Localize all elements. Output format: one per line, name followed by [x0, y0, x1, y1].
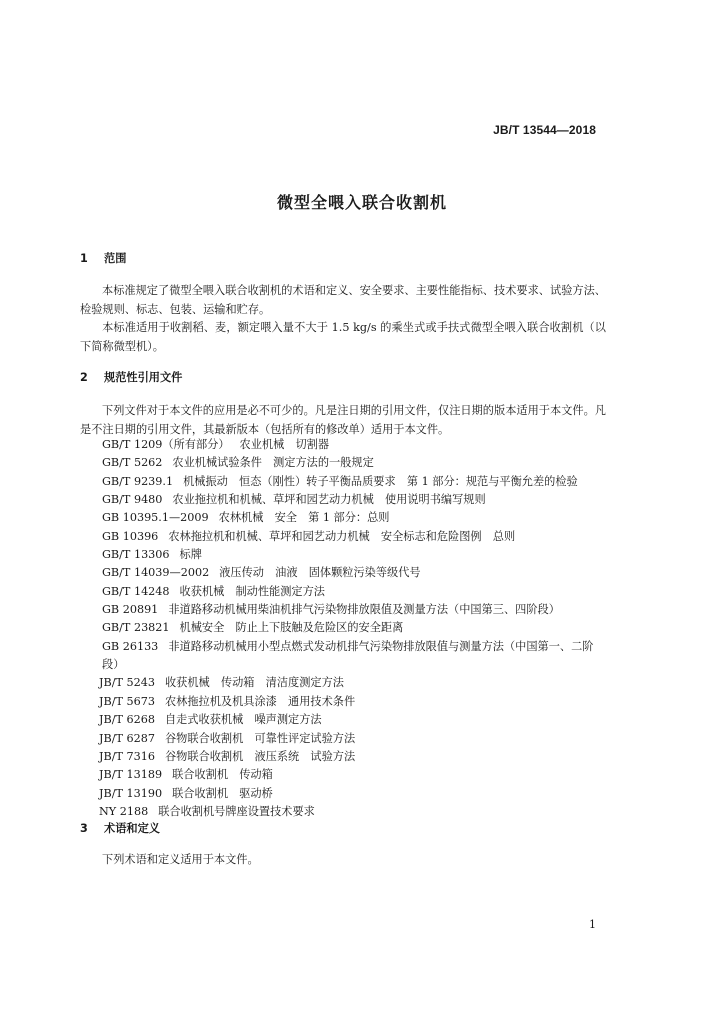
page-number: 1	[589, 918, 596, 931]
terms-intro-paragraph: 下列术语和定义适用于本文件。	[102, 853, 259, 866]
reference-item: JB/T 13189 联合收割机 传动箱	[99, 768, 273, 782]
reference-item: GB/T 14039—2002 液压传动 油液 固体颗粒污染等级代号	[102, 566, 421, 580]
reference-item: GB 10395.1—2009 农林机械 安全 第 1 部分：总则	[102, 511, 390, 525]
reference-list	[80, 436, 610, 821]
standard-code: JB/T 13544—2018	[493, 123, 596, 137]
reference-item: GB/T 14248 收获机械 制动性能测定方法	[102, 584, 325, 598]
reference-item: GB/T 9239.1 机械振动 恒态（刚性）转子平衡品质要求 第 1 部分：规范与平衡允差的检验	[102, 474, 578, 488]
reference-item: JB/T 7316 谷物联合收割机 液压系统 试验方法	[99, 749, 356, 763]
reference-item: GB/T 1209（所有部分） 农业机械 切割器	[102, 438, 330, 451]
section-number: 2	[80, 371, 88, 384]
reference-item: GB/T 13306 标牌	[102, 548, 202, 562]
reference-item: GB/T 5262 农业机械试验条件 测定方法的一般规定	[102, 456, 374, 470]
reference-item: JB/T 13190 联合收割机 驱动桥	[99, 786, 273, 800]
reference-item: JB/T 6268 自走式收获机械 噪声测定方法	[99, 713, 322, 727]
reference-item: GB/T 9480 农业拖拉机和机械、草坪和园艺动力机械 使用说明书编写规则	[102, 493, 486, 507]
reference-item: GB 26133 非道路移动机械用小型点燃式发动机排气污染物排放限值与测量方法（中国第一、二阶段）	[102, 639, 594, 672]
section-heading-scope	[80, 250, 126, 266]
reference-item: GB/T 23821 机械安全 防止上下肢触及危险区的安全距离	[102, 621, 404, 635]
section-heading-terms-definitions	[80, 820, 160, 836]
reference-item: JB/T 5243 收获机械 传动箱 清洁度测定方法	[99, 676, 344, 690]
section-number: 1	[80, 252, 88, 265]
reference-item: JB/T 6287 谷物联合收割机 可靠性评定试验方法	[99, 731, 356, 745]
normative-intro-paragraph: 下列文件对于本文件的应用是必不可少的。凡是注日期的引用文件，仅注日期的版本适用于本文件。凡是不注日期的引用文件，其最新版本（包括所有的修改单）适用于本文件。	[80, 404, 606, 436]
reference-item: GB 20891 非道路移动机械用柴油机排气污染物排放限值及测量方法（中国第三、四阶段）	[102, 603, 560, 617]
section-title: 范围	[104, 252, 127, 265]
section-number: 3	[80, 822, 88, 835]
scope-paragraph-2: 本标准适用于收割稻、麦，额定喂入量不大于 1.5 kg/s 的乘坐式或手扶式微型全喂入联合收割机（以下简称微型机）。	[80, 321, 606, 353]
reference-item: GB 10396 农林拖拉机和机械、草坪和园艺动力机械 安全标志和危险图例 总则	[102, 529, 516, 543]
section-title: 规范性引用文件	[104, 371, 183, 384]
reference-item: NY 2188 联合收割机号牌座设置技术要求	[99, 804, 315, 818]
document-title: 微型全喂入联合收割机	[276, 193, 447, 212]
reference-item: JB/T 5673 农林拖拉机及机具涂漆 通用技术条件	[99, 694, 356, 708]
section-title: 术语和定义	[104, 822, 160, 835]
section-heading-normative-references	[80, 369, 182, 385]
scope-paragraph-1: 本标准规定了微型全喂入联合收割机的术语和定义、安全要求、主要性能指标、技术要求、试验方法、检验规则、标志、包装、运输和贮存。	[80, 284, 606, 316]
